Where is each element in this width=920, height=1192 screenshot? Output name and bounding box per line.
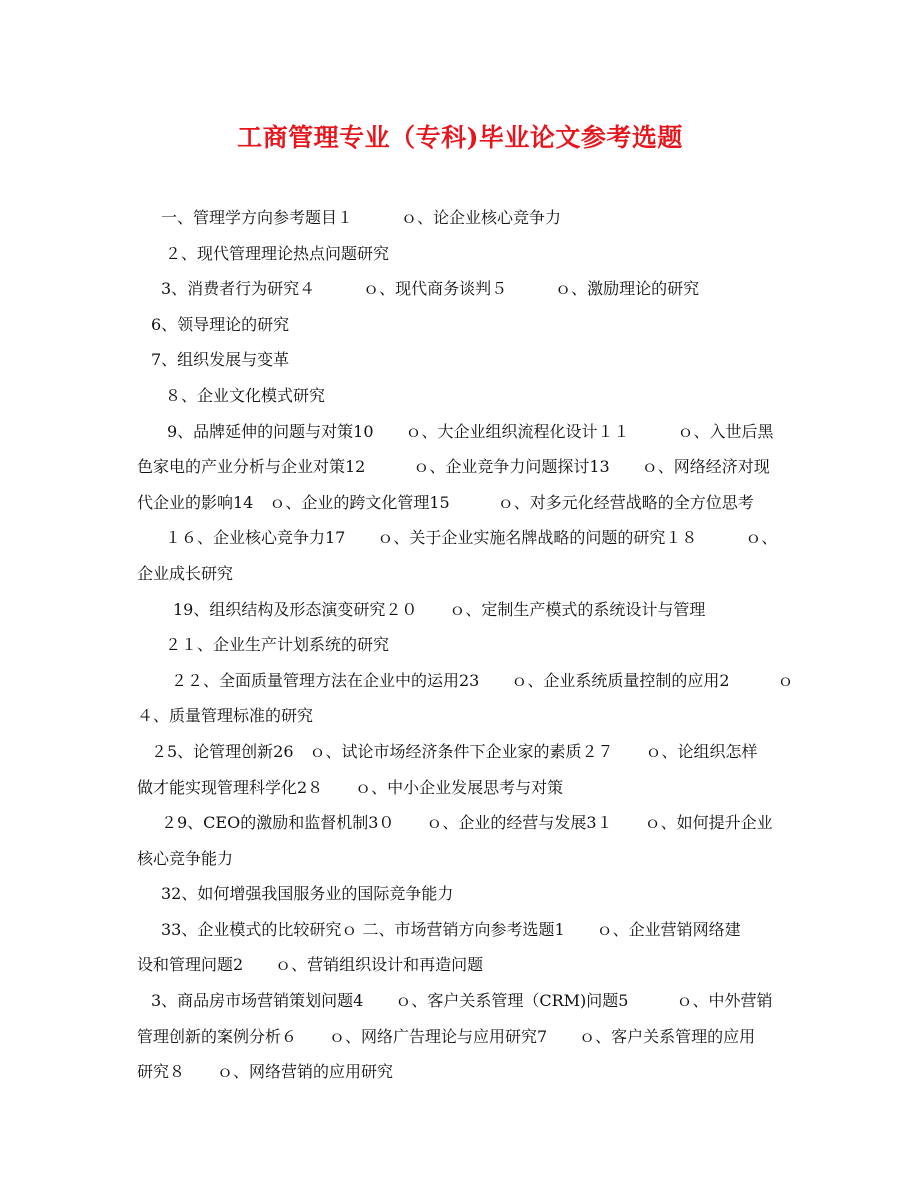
text-line: 代企业的影响14 ｏ、企业的跨文化管理15 ｏ、对多元化经营战略的全方位思考 bbox=[137, 492, 754, 512]
text-line: 设和管理问题2 ｏ、营销组织设计和再造问题 bbox=[137, 955, 484, 975]
text-line: ２、现代管理理论热点问题研究 bbox=[165, 243, 390, 263]
text-line: 管理创新的案例分析６ ｏ、网络广告理论与应用研究7 ｏ、客户关系管理的应用 bbox=[137, 1026, 756, 1046]
text-line: 做才能实现管理科学化2８ ｏ、中小企业发展思考与对策 bbox=[137, 777, 564, 797]
text-line: 3、商品房市场营销策划问题4 ｏ、客户关系管理（CRM)问题5 ｏ、中外营销 bbox=[151, 991, 773, 1011]
text-line: 7、组织发展与变革 bbox=[151, 350, 290, 370]
text-line: 19、组织结构及形态演变研究２０ ｏ、定制生产模式的系统设计与管理 bbox=[173, 599, 706, 619]
text-line: 3、消费者行为研究４ ｏ、现代商务谈判５ ｏ、激励理论的研究 bbox=[161, 279, 700, 299]
document-body bbox=[137, 200, 797, 1090]
text-line: 9、品牌延伸的问题与对策10 ｏ、大企业组织流程化设计１１ ｏ、入世后黑 bbox=[167, 421, 774, 441]
text-line: 32、如何增强我国服务业的国际竞争能力 bbox=[161, 884, 454, 904]
document-title: 工商管理专业（专科)毕业论文参考选题 bbox=[237, 123, 683, 152]
text-line: ２１、企业生产计划系统的研究 bbox=[165, 635, 390, 655]
text-line: ２9、CEO的激励和监督机制3０ ｏ、企业的经营与发展3１ ｏ、如何提升企业 bbox=[161, 813, 773, 833]
text-line: 一、管理学方向参考题目１ ｏ、论企业核心竞争力 bbox=[161, 208, 562, 227]
text-line: 研究８ ｏ、网络营销的应用研究 bbox=[137, 1062, 394, 1082]
text-line: ４、质量管理标准的研究 bbox=[137, 706, 314, 726]
text-line: 33、企业模式的比较研究ｏ 二、市场营销方向参考选题1 ｏ、企业营销网络建 bbox=[161, 919, 741, 939]
text-line: ８、企业文化模式研究 bbox=[165, 385, 326, 405]
text-line: 色家电的产业分析与企业对策12 ｏ、企业竞争力问题探讨13 ｏ、网络经济对现 bbox=[137, 457, 770, 477]
text-line: 6、领导理论的研究 bbox=[151, 314, 290, 334]
text-line: ２２、全面质量管理方法在企业中的运用23 ｏ、企业系统质量控制的应用2 ｏ bbox=[171, 670, 794, 690]
text-line: ２5、论管理创新26 ｏ、试论市场经济条件下企业家的素质２７ ｏ、论组织怎样 bbox=[151, 741, 758, 761]
text-line: １６、企业核心竞争力17 ｏ、关于企业实施名牌战略的问题的研究１８ ｏ、 bbox=[165, 528, 778, 548]
text-line: 核心竞争能力 bbox=[137, 848, 234, 868]
text-line: 企业成长研究 bbox=[137, 563, 234, 583]
